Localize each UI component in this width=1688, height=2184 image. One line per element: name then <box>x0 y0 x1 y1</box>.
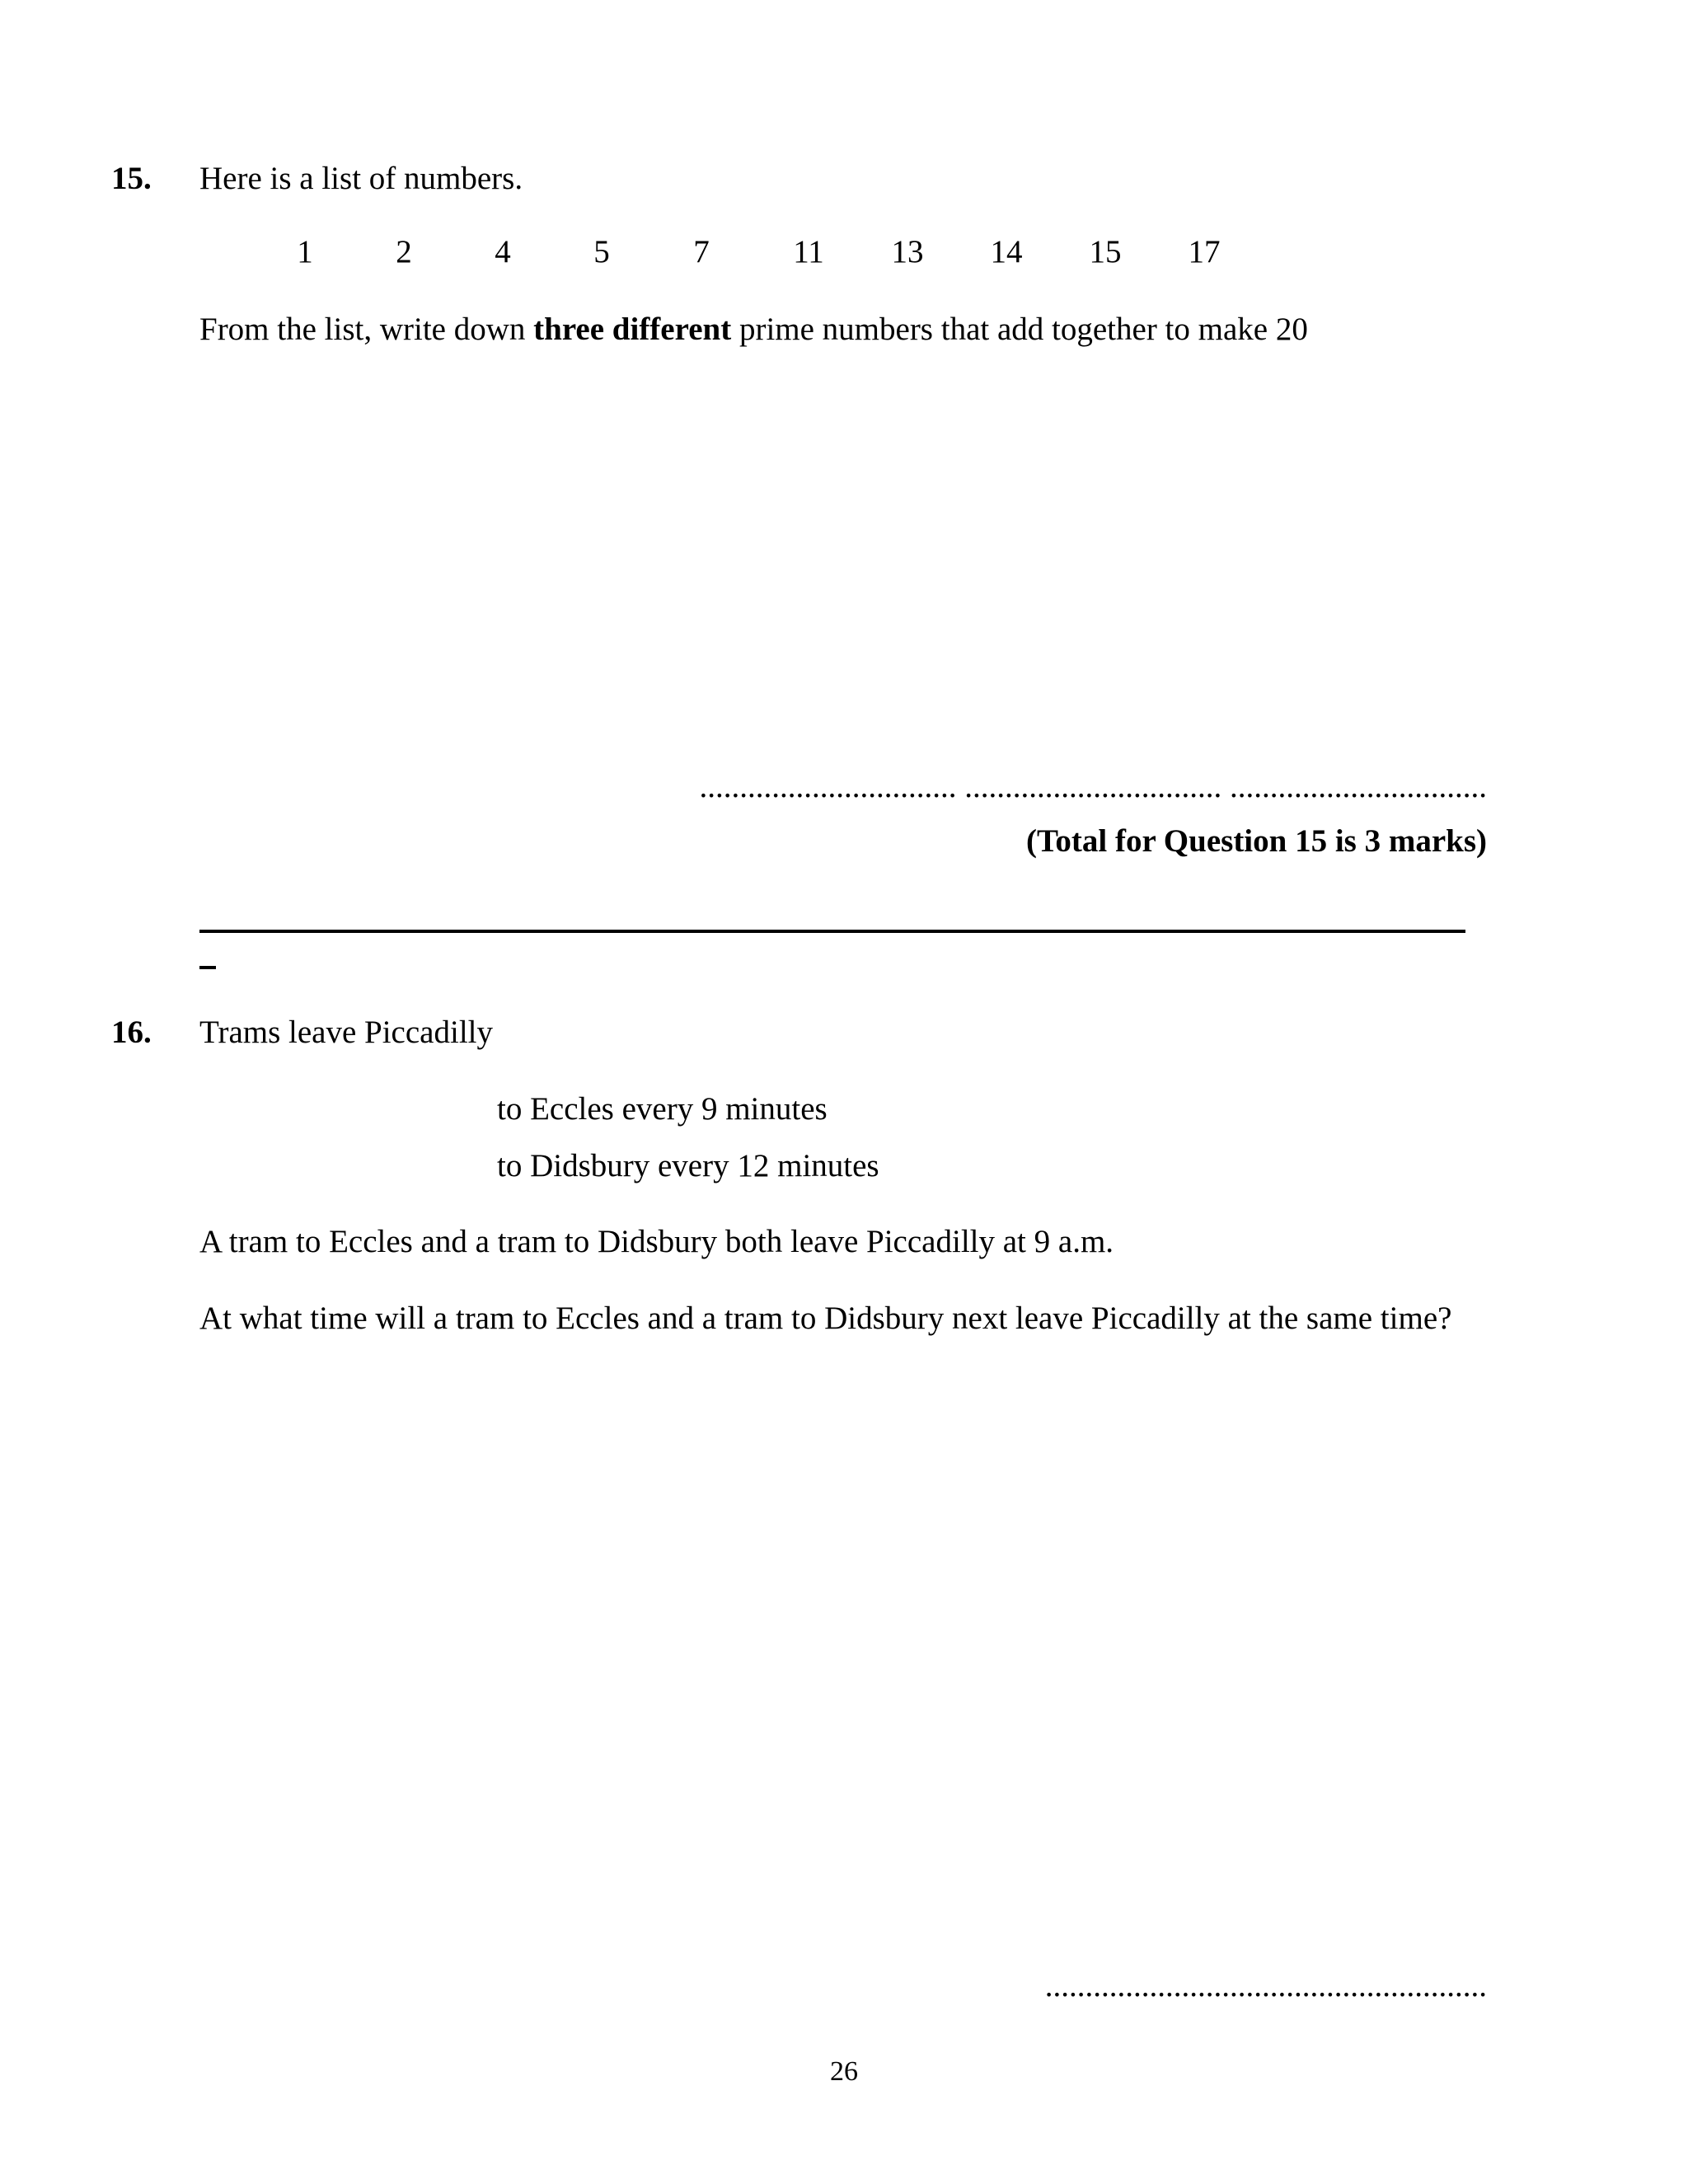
list-number: 15 <box>1089 234 1122 269</box>
list-number: 4 <box>495 234 511 269</box>
list-number: 17 <box>1188 234 1221 269</box>
list-number: 14 <box>990 234 1023 269</box>
instruction-emphasis: three different <box>533 312 732 347</box>
tram-frequency-eccles: to Eccles every 9 minutes <box>497 1091 828 1127</box>
answer-line-q15[interactable]: ................................ ................................ ................................ <box>699 769 1487 804</box>
question-16-question: At what time will a tram to Eccles and a tram to Didsbury next leave Piccadilly at the same time? <box>199 1301 1452 1336</box>
question-15-number: 15. <box>111 161 152 196</box>
divider-dash <box>199 966 216 969</box>
list-number: 11 <box>793 234 824 269</box>
instruction-text: prime numbers that add together to make 20 <box>731 312 1308 347</box>
tram-frequency-didsbury: to Didsbury every 12 minutes <box>497 1148 879 1183</box>
number-list <box>0 236 1688 277</box>
question-16-number: 16. <box>111 1015 152 1050</box>
list-number: 5 <box>593 234 610 269</box>
list-number: 2 <box>396 234 412 269</box>
answer-line-q16[interactable]: ....................................................... <box>1044 1968 1487 2004</box>
question-16-intro: Trams leave Piccadilly <box>199 1015 493 1050</box>
question-16-statement: A tram to Eccles and a tram to Didsbury both leave Piccadilly at 9 a.m. <box>199 1224 1114 1259</box>
divider-rule <box>199 930 1465 933</box>
list-number: 7 <box>693 234 710 269</box>
list-number: 1 <box>297 234 313 269</box>
question-15-total: (Total for Question 15 is 3 marks) <box>1025 823 1487 859</box>
question-15-intro: Here is a list of numbers. <box>199 161 523 196</box>
instruction-text: From the list, write down <box>199 312 534 347</box>
page-number: 26 <box>830 2056 858 2087</box>
question-15-instruction <box>199 313 1308 345</box>
list-number: 13 <box>891 234 924 269</box>
